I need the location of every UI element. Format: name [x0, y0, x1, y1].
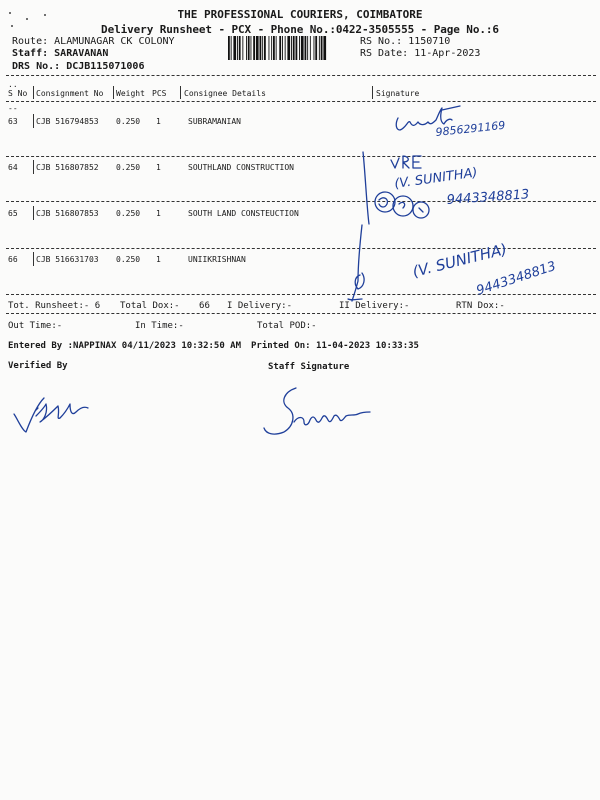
row-consignment: CJB 516794853: [36, 117, 99, 126]
staff-label: Staff:: [12, 48, 49, 59]
row-weight: 0.250: [116, 163, 141, 172]
row-sno: 64: [8, 163, 18, 172]
row-pcs: 1: [156, 117, 161, 126]
runsheet-total: [8, 301, 100, 311]
row66-phone-text: 9443348813: [474, 258, 558, 299]
row-weight: 0.250: [116, 209, 141, 218]
row-consignee: SOUTHLAND CONSTRUCTION: [188, 163, 294, 172]
col-header-weight: Weight: [116, 89, 145, 98]
ii-delivery-label: II Delivery:-: [339, 301, 410, 311]
staff-value: SARAVANAN: [54, 48, 109, 59]
total-dox-label: Total Dox:-: [120, 301, 180, 311]
row-sno: 66: [8, 255, 18, 264]
col-header-consignment: Consignment No: [36, 89, 104, 98]
row64-name-text: (V. SUNITHA): [393, 165, 479, 192]
row-consignee: UNIIKRISHNAN: [188, 255, 246, 264]
staff-signature-label: Staff Signature: [268, 362, 350, 372]
drs-value: DCJB115071006: [66, 61, 145, 72]
rs-no-label: RS No.:: [360, 36, 403, 47]
rtn-dox-label: RTN Dox:-: [456, 301, 505, 311]
row-consignee: SOUTH LAND CONSTEUCTION: [188, 209, 299, 218]
verifier-signature: [10, 386, 100, 436]
row-pcs: 1: [156, 209, 161, 218]
staff-signature: [258, 382, 388, 444]
column-divider: [372, 86, 373, 99]
barcode: [228, 36, 354, 60]
column-divider: [113, 86, 114, 99]
total-dox-value: 66: [199, 301, 210, 311]
i-delivery-label: I Delivery:-: [227, 301, 293, 311]
row-pcs: 1: [156, 255, 161, 264]
table-marker: ..: [8, 80, 18, 89]
row63-phone-text: 9856291169: [434, 118, 506, 139]
row66-name-text: (V. SUNITHA): [410, 240, 509, 281]
row64-phone-text: 9443348813: [446, 187, 530, 208]
printed-on: Printed On: 11-04-2023 10:33:35: [251, 341, 419, 351]
handwritten-note-row66: [340, 225, 595, 310]
handwritten-signature-row63: [380, 100, 580, 150]
drs-line: [12, 61, 144, 72]
out-time-label: Out Time:-: [8, 321, 63, 331]
totals-divider: [6, 313, 596, 314]
row-consignment: CJB 516807852: [36, 163, 99, 172]
row-consignment: CJB 516807853: [36, 209, 99, 218]
column-divider: [33, 114, 34, 128]
company-name: THE PROFESSIONAL COURIERS, COIMBATORE: [177, 8, 423, 21]
runsheet-total-value: 6: [94, 301, 101, 311]
staff-line: [12, 48, 108, 59]
row-weight: 0.250: [116, 255, 141, 264]
runsheet-total-label: Tot. Runsheet:-: [8, 301, 90, 311]
column-divider: [33, 160, 34, 174]
col-header-consignee: Consignee Details: [184, 89, 266, 98]
header-divider: [6, 75, 596, 76]
total-pod-label: Total POD:-: [257, 321, 317, 331]
rs-date-line: [360, 48, 480, 59]
rs-date-value: 11-Apr-2023: [414, 48, 481, 59]
table-marker: --: [8, 104, 18, 113]
handwritten-note-row64: [355, 150, 595, 230]
row-consignee: SUBRAMANIAN: [188, 117, 241, 126]
col-header-sno: S No: [8, 89, 28, 98]
entered-by: Entered By :NAPPINAX 04/11/2023 10:32:50 AM: [8, 341, 241, 351]
row-pcs: 1: [156, 163, 161, 172]
row-consignment: CJB 516631703: [36, 255, 99, 264]
col-header-pcs: PCS: [152, 89, 167, 98]
col-header-signature: Signature: [376, 89, 420, 98]
route-line: [12, 36, 175, 47]
verified-by-label: Verified By: [8, 361, 68, 371]
route-value: ALAMUNAGAR CK COLONY: [54, 36, 175, 47]
row-weight: 0.250: [116, 117, 141, 126]
column-divider: [180, 86, 181, 99]
in-time-label: In Time:-: [135, 321, 184, 331]
drs-label: DRS No.:: [12, 61, 61, 72]
rs-no-value: 1150710: [408, 36, 451, 47]
route-label: Route:: [12, 36, 49, 47]
column-divider: [33, 206, 34, 220]
rs-no-line: [360, 36, 450, 47]
total-dox: [120, 301, 210, 311]
column-divider: [33, 86, 34, 99]
column-divider: [33, 252, 34, 266]
rs-date-label: RS Date:: [360, 48, 409, 59]
row-sno: 65: [8, 209, 18, 218]
row-sno: 63: [8, 117, 18, 126]
runsheet-title: Delivery Runsheet - PCX - Phone No.:0422-3505555 - Page No.:6: [101, 23, 499, 36]
